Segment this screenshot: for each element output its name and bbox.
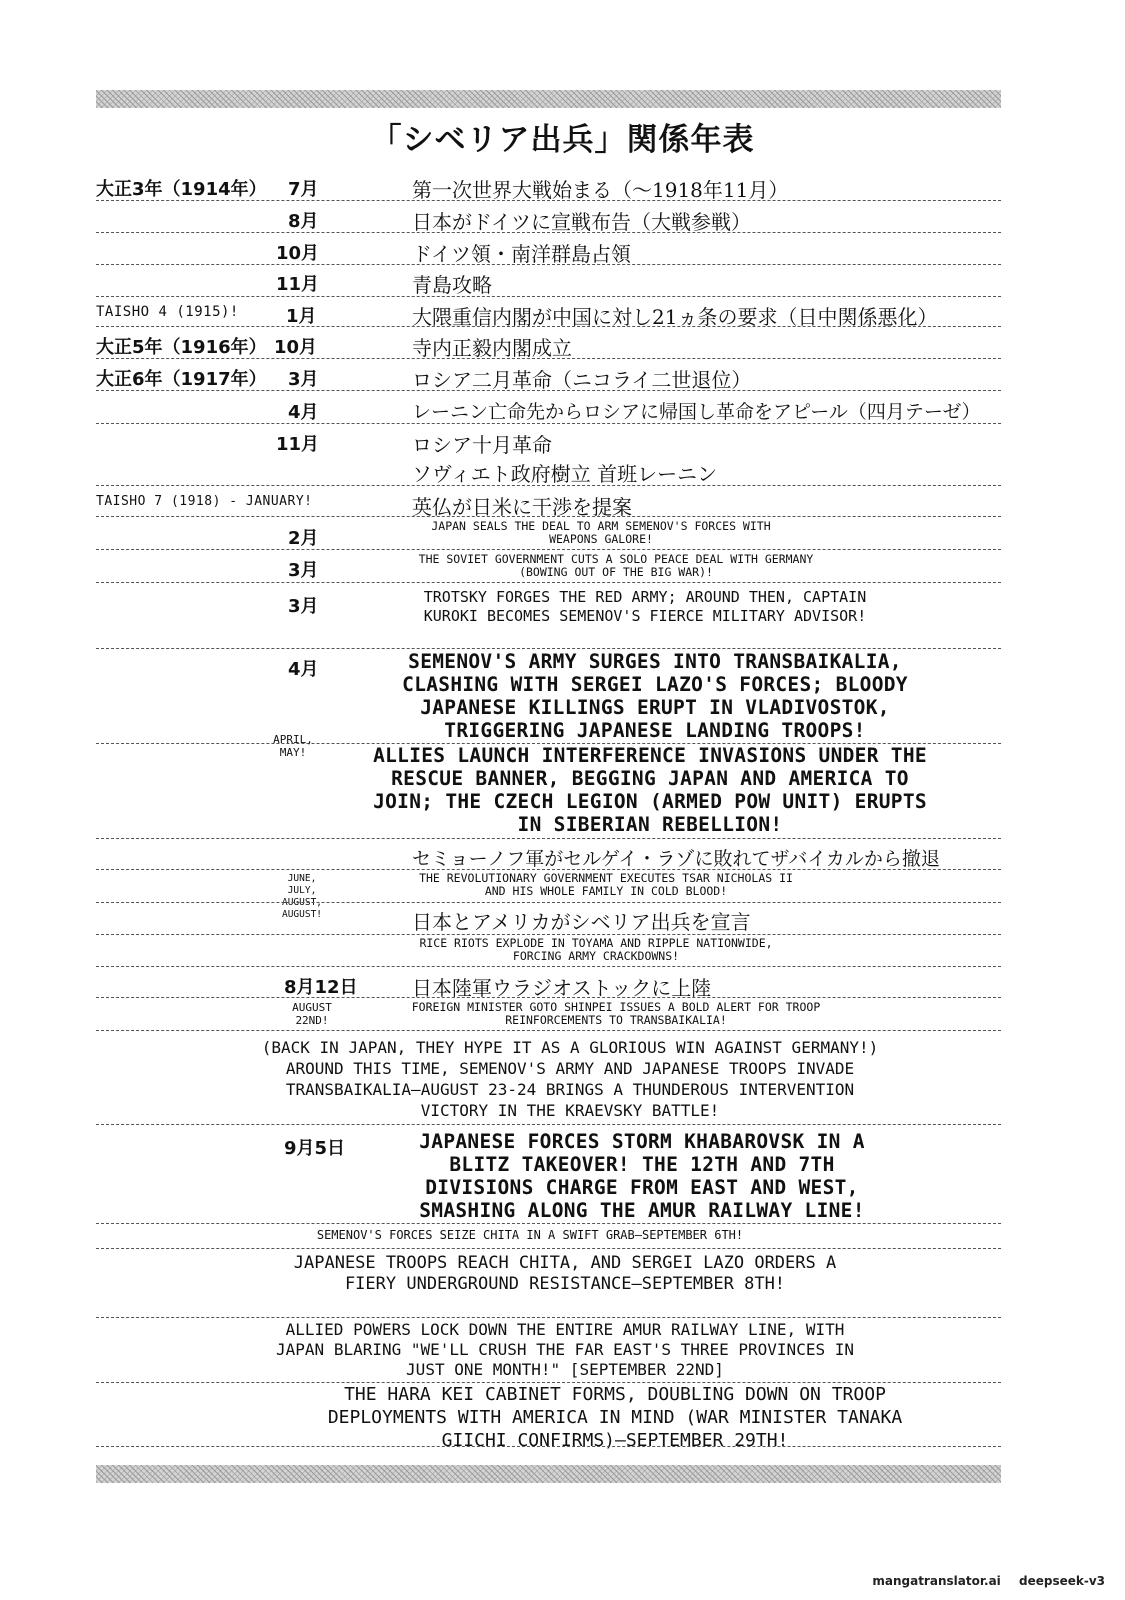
row-divider bbox=[96, 549, 1001, 550]
event-text: (BACK IN JAPAN, THEY HYPE IT AS A GLORIOUS WIN AGAINST GERMANY!) AROUND THIS TIME, SEMENOV'S ARMY AND JAPANESE TROOPS INVADE TRANSBAIKALIA—AUGUST 23-24 BRINGS A THUNDEROUS INTERVENTION VICTORY IN THE KRAEVSKY BATTLE! bbox=[261, 1038, 879, 1120]
month-label: 1月 bbox=[286, 306, 317, 327]
event-text: RICE RIOTS EXPLODE IN TOYAMA AND RIPPLE NATIONWIDE, FORCING ARMY CRACKDOWNS! bbox=[419, 936, 773, 963]
event-text: 青島攻略 bbox=[412, 273, 492, 297]
event-text: JAPANESE FORCES STORM KHABAROVSK IN A BLITZ TAKEOVER! THE 12TH AND 7TH DIVISIONS CHARGE FROM EAST AND WEST, SMASHING ALONG THE AMUR RAILWAY LINE! bbox=[419, 1130, 865, 1222]
row-divider bbox=[96, 997, 1001, 998]
event-text-secondary: 日本とアメリカがシベリア出兵を宣言 bbox=[412, 910, 751, 934]
event-text: SEMENOV'S ARMY SURGES INTO TRANSBAIKALIA, CLASHING WITH SERGEI LAZO'S FORCES; BLOODY JAPANESE KILLINGS ERUPT IN VLADIVOSTOK, TRIGGERING JAPANESE LANDING TROOPS! bbox=[402, 650, 908, 742]
event-text-secondary: ソヴィエト政府樹立 首班レーニン bbox=[412, 462, 718, 486]
event-text: 英仏が日米に干渉を提案 bbox=[412, 495, 632, 519]
era-label: 大正5年（1916年） bbox=[96, 337, 267, 358]
event-text: 日本陸軍ウラジオストックに上陸 bbox=[412, 976, 712, 1000]
event-text: JAPAN SEALS THE DEAL TO ARM SEMENOV'S FORCES WITH WEAPONS GALORE! bbox=[431, 519, 771, 546]
event-text: 日本がドイツに宣戦布告（大戦参戦） bbox=[412, 210, 751, 234]
row-divider bbox=[96, 1223, 1001, 1224]
month-label: 3月 bbox=[288, 369, 319, 390]
month-label: 3月 bbox=[288, 560, 319, 581]
event-text: ALLIED POWERS LOCK DOWN THE ENTIRE AMUR RAILWAY LINE, WITH JAPAN BLARING "WE'LL CRUSH THE FAR EAST'S THREE PROVINCES IN JUST ONE MONTH!" [SEPTEMBER 22ND] bbox=[276, 1320, 854, 1379]
event-text: JAPANESE TROOPS REACH CHITA, AND SERGEI LAZO ORDERS A FIERY UNDERGROUND RESISTANCE—SEPTEMBER 8TH! bbox=[293, 1253, 837, 1294]
row-divider bbox=[96, 423, 1001, 424]
month-label: 2月 bbox=[288, 528, 319, 549]
watermark bbox=[858, 1574, 1105, 1588]
row-divider bbox=[96, 1030, 1001, 1031]
watermark-site: mangatranslator.ai bbox=[872, 1574, 1001, 1588]
row-divider bbox=[96, 966, 1001, 967]
era-label: 大正3年（1914年） bbox=[96, 179, 267, 200]
era-label: 大正6年（1917年） bbox=[96, 369, 267, 390]
row-divider bbox=[96, 902, 1001, 903]
event-text: 大隈重信内閣が中国に対し21ヵ条の要求（日中関係悪化） bbox=[412, 305, 938, 329]
month-label: 10月 bbox=[274, 337, 318, 358]
row-divider bbox=[96, 200, 1001, 201]
row-divider bbox=[96, 326, 1001, 327]
month-label: 3月 bbox=[288, 596, 319, 617]
month-label: 11月 bbox=[276, 274, 320, 295]
row-divider bbox=[96, 1446, 1001, 1447]
top-decorative-bar bbox=[96, 90, 1001, 108]
event-text: ALLIES LAUNCH INTERFERENCE INVASIONS UNDER THE RESCUE BANNER, BEGGING JAPAN AND AMERICA TO JOIN; THE CZECH LEGION (ARMED POW UNIT) ERUPTS IN SIBERIAN REBELLION! bbox=[373, 744, 927, 836]
event-text: 寺内正毅内閣成立 bbox=[412, 336, 572, 360]
month-label: 11月 bbox=[276, 434, 320, 455]
row-divider bbox=[96, 838, 1001, 839]
era-label: TAISHO 7 (1918) - JANUARY! bbox=[96, 494, 313, 509]
event-text: FOREIGN MINISTER GOTO SHINPEI ISSUES A BOLD ALERT FOR TROOP REINFORCEMENTS TO TRANSBAIKALIA! bbox=[411, 1000, 821, 1027]
row-divider bbox=[96, 296, 1001, 297]
row-divider bbox=[96, 516, 1001, 517]
month-label: AUGUST 22ND! bbox=[292, 1001, 332, 1027]
month-label: 4月 bbox=[288, 659, 319, 680]
month-label: JUNE, JULY, AUGUST, AUGUST! bbox=[281, 873, 323, 920]
event-text: ロシア二月革命（ニコライ二世退位） bbox=[412, 368, 752, 392]
row-divider bbox=[96, 869, 1001, 870]
bottom-decorative-bar bbox=[96, 1465, 1001, 1483]
watermark-model: deepseek-v3 bbox=[1018, 1574, 1105, 1588]
month-label: 10月 bbox=[276, 243, 320, 264]
event-text: THE REVOLUTIONARY GOVERNMENT EXECUTES TSAR NICHOLAS II AND HIS WHOLE FAMILY IN COLD BLOOD! bbox=[419, 871, 793, 898]
event-text: 第一次世界大戦始まる（〜1918年11月） bbox=[412, 178, 789, 202]
page-title: 「シベリア出兵」関係年表 bbox=[370, 122, 755, 158]
event-text: THE HARA KEI CABINET FORMS, DOUBLING DOWN ON TROOP DEPLOYMENTS WITH AMERICA IN MIND (WAR MINISTER TANAKA GIICHI CONFIRMS)—SEPTEMBER 29TH! bbox=[327, 1384, 903, 1451]
month-label: 9月5日 bbox=[284, 1138, 346, 1159]
event-text: ドイツ領・南洋群島占領 bbox=[412, 242, 631, 266]
event-text: SEMENOV'S FORCES SEIZE CHITA IN A SWIFT GRAB—SEPTEMBER 6TH! bbox=[316, 1228, 744, 1242]
row-divider bbox=[96, 1124, 1001, 1125]
row-divider bbox=[96, 1248, 1001, 1249]
row-divider bbox=[96, 648, 1001, 649]
row-divider bbox=[96, 390, 1001, 391]
row-divider bbox=[96, 264, 1001, 265]
month-label: 4月 bbox=[288, 402, 319, 423]
row-divider bbox=[96, 1317, 1001, 1318]
row-divider bbox=[96, 582, 1001, 583]
event-text: TROTSKY FORGES THE RED ARMY; AROUND THEN, CAPTAIN KUROKI BECOMES SEMENOV'S FIERCE MILITARY ADVISOR! bbox=[423, 588, 867, 625]
month-label: 8月 bbox=[288, 211, 319, 232]
event-text: ロシア十月革命 bbox=[412, 433, 552, 457]
era-label: TAISHO 4 (1915)! bbox=[96, 304, 239, 320]
row-divider bbox=[96, 358, 1001, 359]
row-divider bbox=[96, 232, 1001, 233]
month-label: 7月 bbox=[288, 179, 319, 200]
row-divider bbox=[96, 934, 1001, 935]
event-text: レーニン亡命先からロシアに帰国し革命をアピール（四月テーゼ） bbox=[412, 401, 981, 423]
month-label: 8月12日 bbox=[284, 977, 358, 998]
row-divider bbox=[96, 485, 1001, 486]
event-text: THE SOVIET GOVERNMENT CUTS A SOLO PEACE DEAL WITH GERMANY (BOWING OUT OF THE BIG WAR)! bbox=[418, 552, 814, 579]
event-text: セミョーノフ軍がセルゲイ・ラゾに敗れてザバイカルから撤退 bbox=[412, 848, 940, 870]
month-label: APRIL, MAY! bbox=[273, 733, 313, 759]
